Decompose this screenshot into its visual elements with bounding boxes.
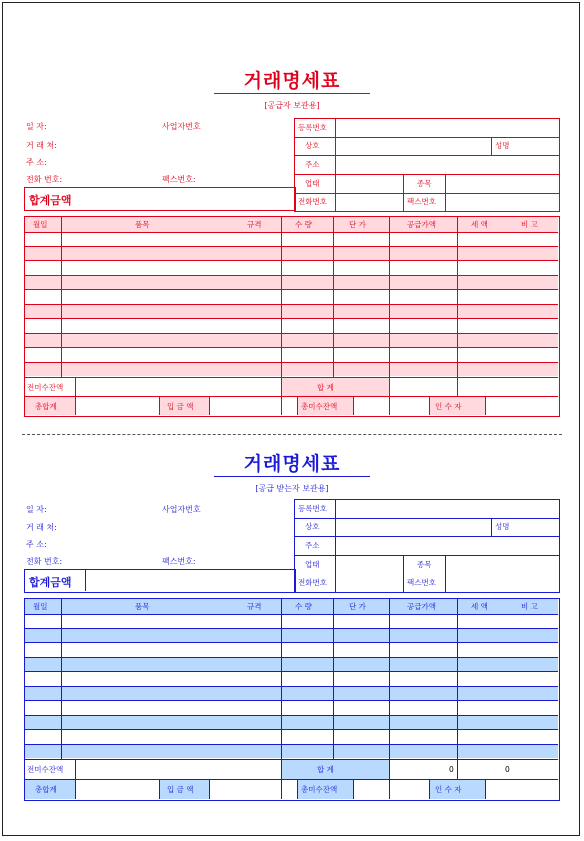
business-label: 업태 — [305, 179, 320, 188]
item-type-label: 종목 — [417, 179, 432, 188]
items-table — [24, 216, 560, 417]
supplier-address-label: 주소 — [305, 160, 320, 169]
col-supply-amount: 공급가액 — [407, 602, 436, 611]
total-amount-box — [24, 187, 296, 211]
form-title: 거래명세표 — [243, 70, 341, 92]
grand-total-label: 총합계 — [35, 402, 57, 411]
business-label: 업태 — [305, 560, 320, 569]
supplier-fax-label: 팩스번호 — [407, 197, 436, 206]
date-label: 일 자: — [26, 505, 47, 514]
col-item: 품목 — [135, 220, 150, 229]
client-label: 거 래 처: — [26, 141, 57, 150]
phone-label: 전화 번호: — [26, 557, 63, 566]
col-spec: 규격 — [247, 220, 262, 229]
supplier-phone-label: 전화번호 — [298, 578, 327, 587]
form-title: 거래명세표 — [243, 453, 341, 475]
col-unit-price: 단 가 — [349, 602, 366, 611]
company-label: 상호 — [305, 141, 320, 150]
col-supply-amount: 공급가액 — [407, 220, 436, 229]
items-table — [24, 598, 560, 801]
biz-no-label: 사업자번호 — [162, 122, 201, 131]
col-tax: 세 액 — [471, 602, 488, 611]
grand-total-label: 총합계 — [35, 785, 57, 794]
col-unit-price: 단 가 — [349, 220, 366, 229]
biz-no-label: 사업자번호 — [162, 505, 201, 514]
supplier-box — [294, 499, 560, 593]
form-subtitle: [공급자 보관용] — [264, 101, 320, 110]
sum-label: 합 계 — [317, 765, 334, 774]
phone-label: 전화 번호: — [26, 175, 63, 184]
supplier-fax-label: 팩스번호 — [407, 578, 436, 587]
title-underline — [214, 93, 370, 94]
company-label: 상호 — [305, 522, 320, 531]
col-qty: 수 량 — [295, 220, 312, 229]
col-date: 월일 — [33, 220, 48, 229]
col-tax: 세 액 — [471, 220, 488, 229]
reg-no-label: 등록번호 — [298, 504, 327, 513]
client-label: 거 래 처: — [26, 523, 57, 532]
fax-label: 팩스번호: — [162, 175, 196, 184]
deposit-label: 입 금 액 — [167, 785, 194, 794]
address-label: 주 소: — [26, 158, 47, 167]
receiver-label: 인 수 자 — [435, 785, 462, 794]
total-balance-label: 총미수잔액 — [301, 402, 338, 411]
deposit-label: 입 금 액 — [167, 402, 194, 411]
receiver-label: 인 수 자 — [435, 402, 462, 411]
name-label: 성명 — [495, 141, 510, 150]
col-item: 품목 — [135, 602, 150, 611]
item-type-label: 종목 — [417, 560, 432, 569]
col-note: 비 고 — [521, 602, 538, 611]
form-subtitle: [공급 받는자 보관용] — [255, 484, 329, 493]
total-amount-label: 합계금액 — [29, 194, 72, 207]
date-label: 일 자: — [26, 122, 47, 131]
total-amount-box — [24, 569, 296, 593]
supplier-phone-label: 전화번호 — [298, 197, 327, 206]
sum-tax-value: 0 — [505, 765, 510, 774]
sum-supply-value: 0 — [449, 765, 454, 774]
col-date: 월일 — [33, 602, 48, 611]
fax-label: 팩스번호: — [162, 557, 196, 566]
supplier-address-label: 주소 — [305, 541, 320, 550]
total-balance-label: 총미수잔액 — [301, 785, 338, 794]
name-label: 성명 — [495, 522, 510, 531]
prev-balance-label: 전미수잔액 — [27, 383, 64, 392]
sum-label: 합 계 — [317, 383, 334, 392]
cut-line — [22, 434, 562, 435]
col-spec: 규격 — [247, 602, 262, 611]
col-note: 비 고 — [521, 220, 538, 229]
title-underline — [214, 476, 370, 477]
supplier-box — [294, 118, 560, 212]
col-qty: 수 량 — [295, 602, 312, 611]
total-amount-label: 합계금액 — [29, 576, 72, 589]
address-label: 주 소: — [26, 540, 47, 549]
reg-no-label: 등록번호 — [298, 123, 327, 132]
prev-balance-label: 전미수잔액 — [27, 765, 64, 774]
